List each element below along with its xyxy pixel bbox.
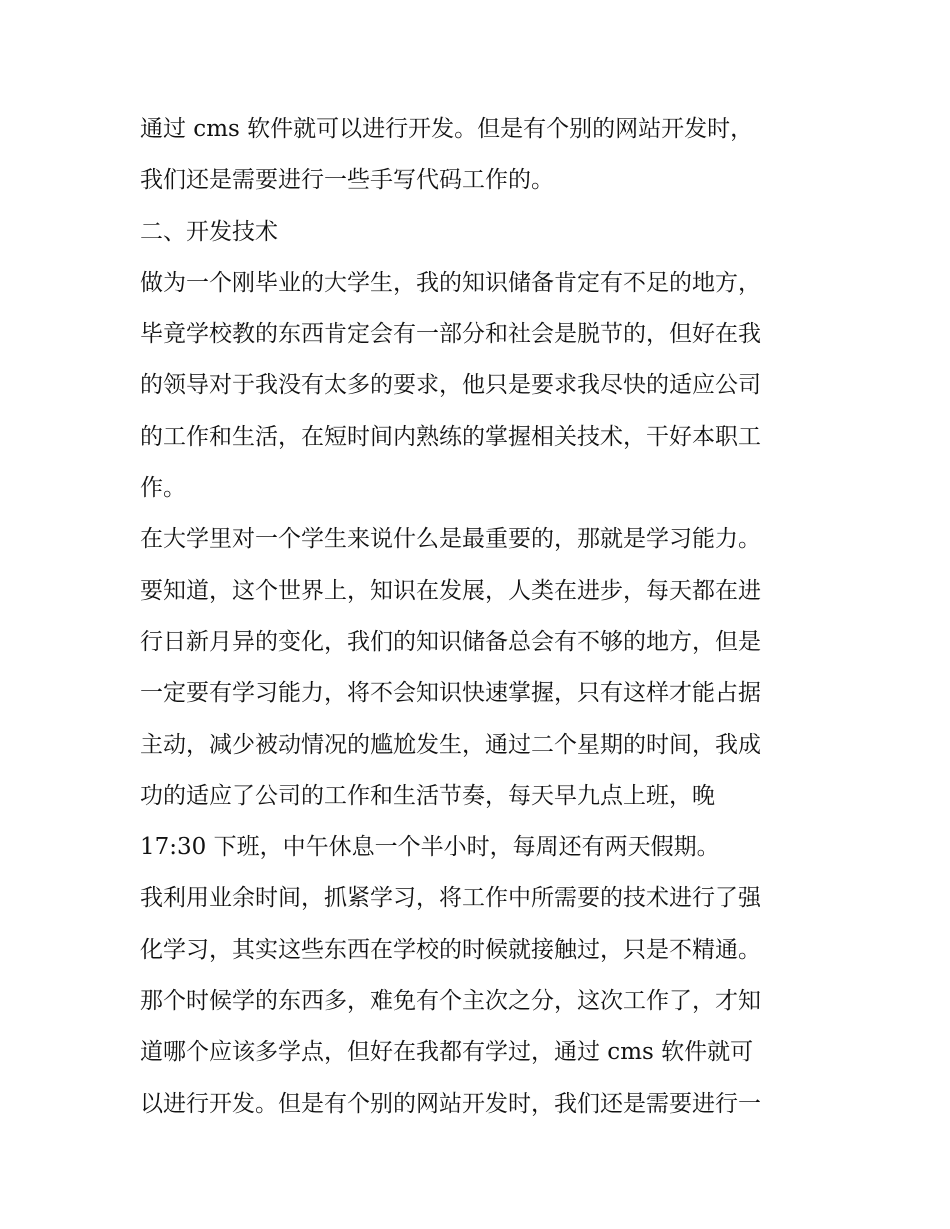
text-line: 我利用业余时间，抓紧学习，将工作中所需要的技术进行了强 (140, 885, 761, 912)
text-line: 道哪个应该多学点，但好在我都有学过，通过 cms 软件就可 (140, 1039, 754, 1066)
text-line: 要知道，这个世界上，知识在发展，人类在进步，每天都在进 (140, 577, 761, 604)
text-line: 的工作和生活，在短时间内熟练的掌握相关技术，干好本职工 (140, 423, 761, 450)
text-line: 主动，减少被动情况的尴尬发生，通过二个星期的时间，我成 (140, 731, 761, 758)
text-line: 行日新月异的变化，我们的知识储备总会有不够的地方，但是 (140, 628, 761, 655)
text-line: 一定要有学习能力，将不会知识快速掌握，只有这样才能占据 (140, 680, 761, 707)
text-line: 功的适应了公司的工作和生活节奏，每天早九点上班，晚 (140, 782, 715, 809)
text-line: 那个时候学的东西多，难免有个主次之分，这次工作了，才知 (140, 988, 761, 1015)
section-heading: 二、开发技术 (140, 218, 278, 245)
text-line: 毕竟学校教的东西肯定会有一部分和社会是脱节的，但好在我 (140, 321, 761, 348)
text-line: 作。 (140, 475, 186, 502)
text-line: 我们还是需要进行一些手写代码工作的。 (140, 167, 554, 194)
text-line: 通过 cms 软件就可以进行开发。但是有个别的网站开发时， (140, 116, 754, 142)
text-line: 17:30 下班，中午休息一个半小时，每周还有两天假期。 (140, 834, 720, 861)
text-line: 的领导对于我没有太多的要求，他只是要求我尽快的适应公司 (140, 372, 761, 399)
body-text (140, 104, 830, 1130)
text-line: 做为一个刚毕业的大学生，我的知识储备肯定有不足的地方， (140, 269, 761, 296)
text-line: 以进行开发。但是有个别的网站开发时，我们还是需要进行一 (140, 1090, 761, 1117)
text-line: 在大学里对一个学生来说什么是最重要的，那就是学习能力。 (140, 526, 761, 553)
text-line: 化学习，其实这些东西在学校的时候就接触过，只是不精通。 (140, 936, 761, 963)
